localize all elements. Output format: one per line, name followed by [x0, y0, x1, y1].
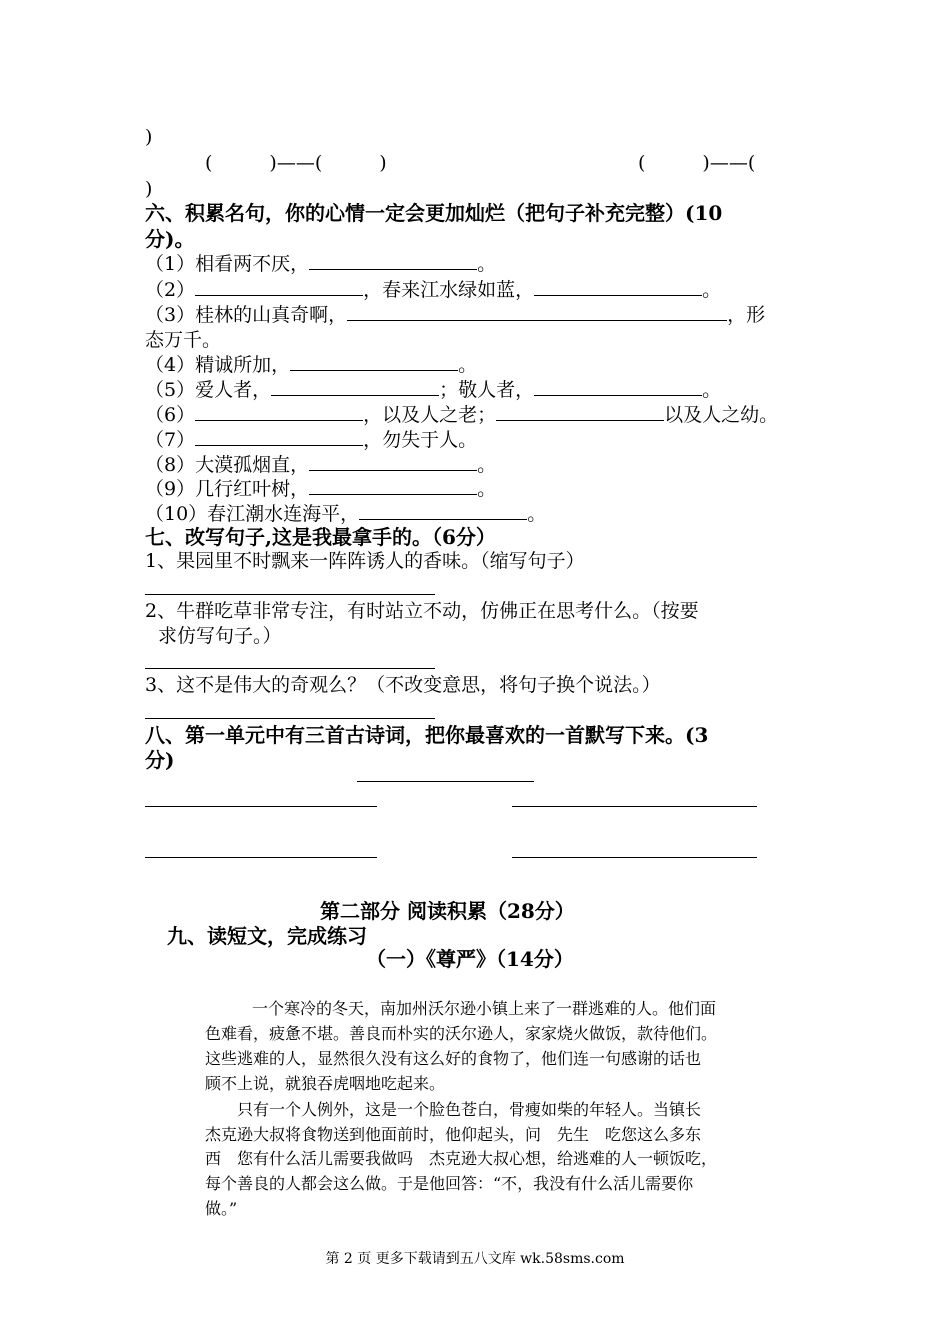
rewrite-question-3: 3、这不是伟大的奇观么？（不改变意思，将句子换个说法。）	[145, 674, 661, 696]
fill-blank[interactable]	[534, 377, 702, 396]
blank-pair-right: ( )——(	[638, 152, 756, 174]
article-p2-line4: 每个善良的人都会这么做。于是他回答：“不，我没有什么活儿需要你	[205, 1174, 694, 1193]
blank-pair-left: ( )——( )	[205, 152, 387, 174]
answer-line-2[interactable]	[145, 668, 435, 669]
quote-item-3: （3）桂林的山真奇啊， ，形	[145, 304, 766, 326]
fill-blank[interactable]	[347, 302, 727, 321]
article-p2-line3: 西 您有什么活儿需要我做吗 杰克逊大叔心想，给逃难的人一顿饭吃，	[205, 1149, 718, 1168]
answer-line-3[interactable]	[145, 718, 435, 719]
fill-blank[interactable]	[359, 501, 527, 520]
part-2-title: 第二部分 阅读积累（28分）	[320, 899, 575, 923]
rewrite-question-1: 1、果园里不时飘来一阵阵诱人的香味。（缩写句子）	[145, 550, 585, 572]
section-8-title: 八、第一单元中有三首古诗词，把你最喜欢的一首默写下来。(3	[145, 723, 709, 747]
bracket-close-2: )	[145, 178, 153, 200]
fill-blank[interactable]	[309, 476, 477, 495]
section-7-title: 七、改写句子,这是我最拿手的。（6分）	[145, 525, 496, 549]
section-6-title-cont: 分)。	[145, 227, 195, 251]
fill-blank[interactable]	[195, 277, 363, 296]
poem-line-1[interactable]	[145, 806, 377, 807]
poem-line-3[interactable]	[145, 857, 377, 858]
article-p2-line5: 做。”	[205, 1199, 238, 1218]
poem-line-2[interactable]	[512, 806, 757, 807]
poem-title-line[interactable]	[357, 781, 534, 782]
bracket-close-1: )	[145, 126, 153, 148]
answer-line-1[interactable]	[145, 594, 435, 595]
article-p1-line1: 一个寒冷的冬天，南加州沃尔逊小镇上来了一群逃难的人。他们面	[252, 999, 717, 1018]
quote-item-5: （5）爱人者， ；敬人者， 。	[145, 379, 722, 401]
rewrite-question-2: 2、牛群吃草非常专注，有时站立不动，仿佛正在思考什么。（按要	[145, 600, 699, 622]
section-6-title: 六、积累名句，你的心情一定会更加灿烂（把句子补充完整）(10	[145, 201, 723, 225]
rewrite-question-2-cont: 求仿写句子。）	[158, 625, 282, 647]
article-title: （一）《尊严》（14分）	[366, 947, 574, 971]
quote-item-10: （10）春江潮水连海平， 。	[145, 503, 547, 525]
article-p2-line1: 只有一个人例外，这是一个脸色苍白，骨瘦如柴的年轻人。当镇长	[237, 1100, 702, 1119]
poem-line-4[interactable]	[512, 857, 757, 858]
quote-item-1: （1）相看两不厌， 。	[145, 253, 497, 275]
quote-item-9: （9）几行红叶树， 。	[145, 478, 497, 500]
fill-blank[interactable]	[496, 402, 664, 421]
fill-blank[interactable]	[309, 452, 477, 471]
quote-item-2: （2） ，春来江水绿如蓝， 。	[145, 279, 722, 301]
quote-item-6: （6） ，以及人之老； 以及人之幼。	[145, 404, 779, 426]
article-p2-line2: 杰克逊大叔将食物送到他面前时，他仰起头，问 先生 吃您这么多东	[205, 1125, 702, 1144]
section-9-title: 九、读短文，完成练习	[167, 924, 367, 948]
quote-item-4: （4）精诚所加， 。	[145, 354, 478, 376]
quote-item-3-cont: 态万千。	[145, 329, 222, 351]
page-footer: 第 2 页 更多下载请到五八文库 wk.58sms.com	[325, 1251, 625, 1267]
fill-blank[interactable]	[271, 377, 439, 396]
quote-item-7: （7） ，勿失于人。	[145, 429, 478, 451]
fill-blank[interactable]	[195, 402, 363, 421]
fill-blank[interactable]	[195, 427, 363, 446]
article-p1-line3: 这些逃难的人，显然很久没有这么好的食物了，他们连一句感谢的话也	[205, 1049, 702, 1068]
section-8-title-cont: 分)	[145, 748, 175, 772]
fill-blank[interactable]	[309, 251, 477, 270]
article-p1-line4: 顾不上说，就狼吞虎咽地吃起来。	[205, 1074, 446, 1093]
fill-blank[interactable]	[534, 277, 702, 296]
quote-item-8: （8）大漠孤烟直， 。	[145, 454, 497, 476]
fill-blank[interactable]	[290, 352, 458, 371]
article-p1-line2: 色难看，疲惫不堪。善良而朴实的沃尔逊人，家家烧火做饭，款待他们。	[205, 1024, 718, 1043]
